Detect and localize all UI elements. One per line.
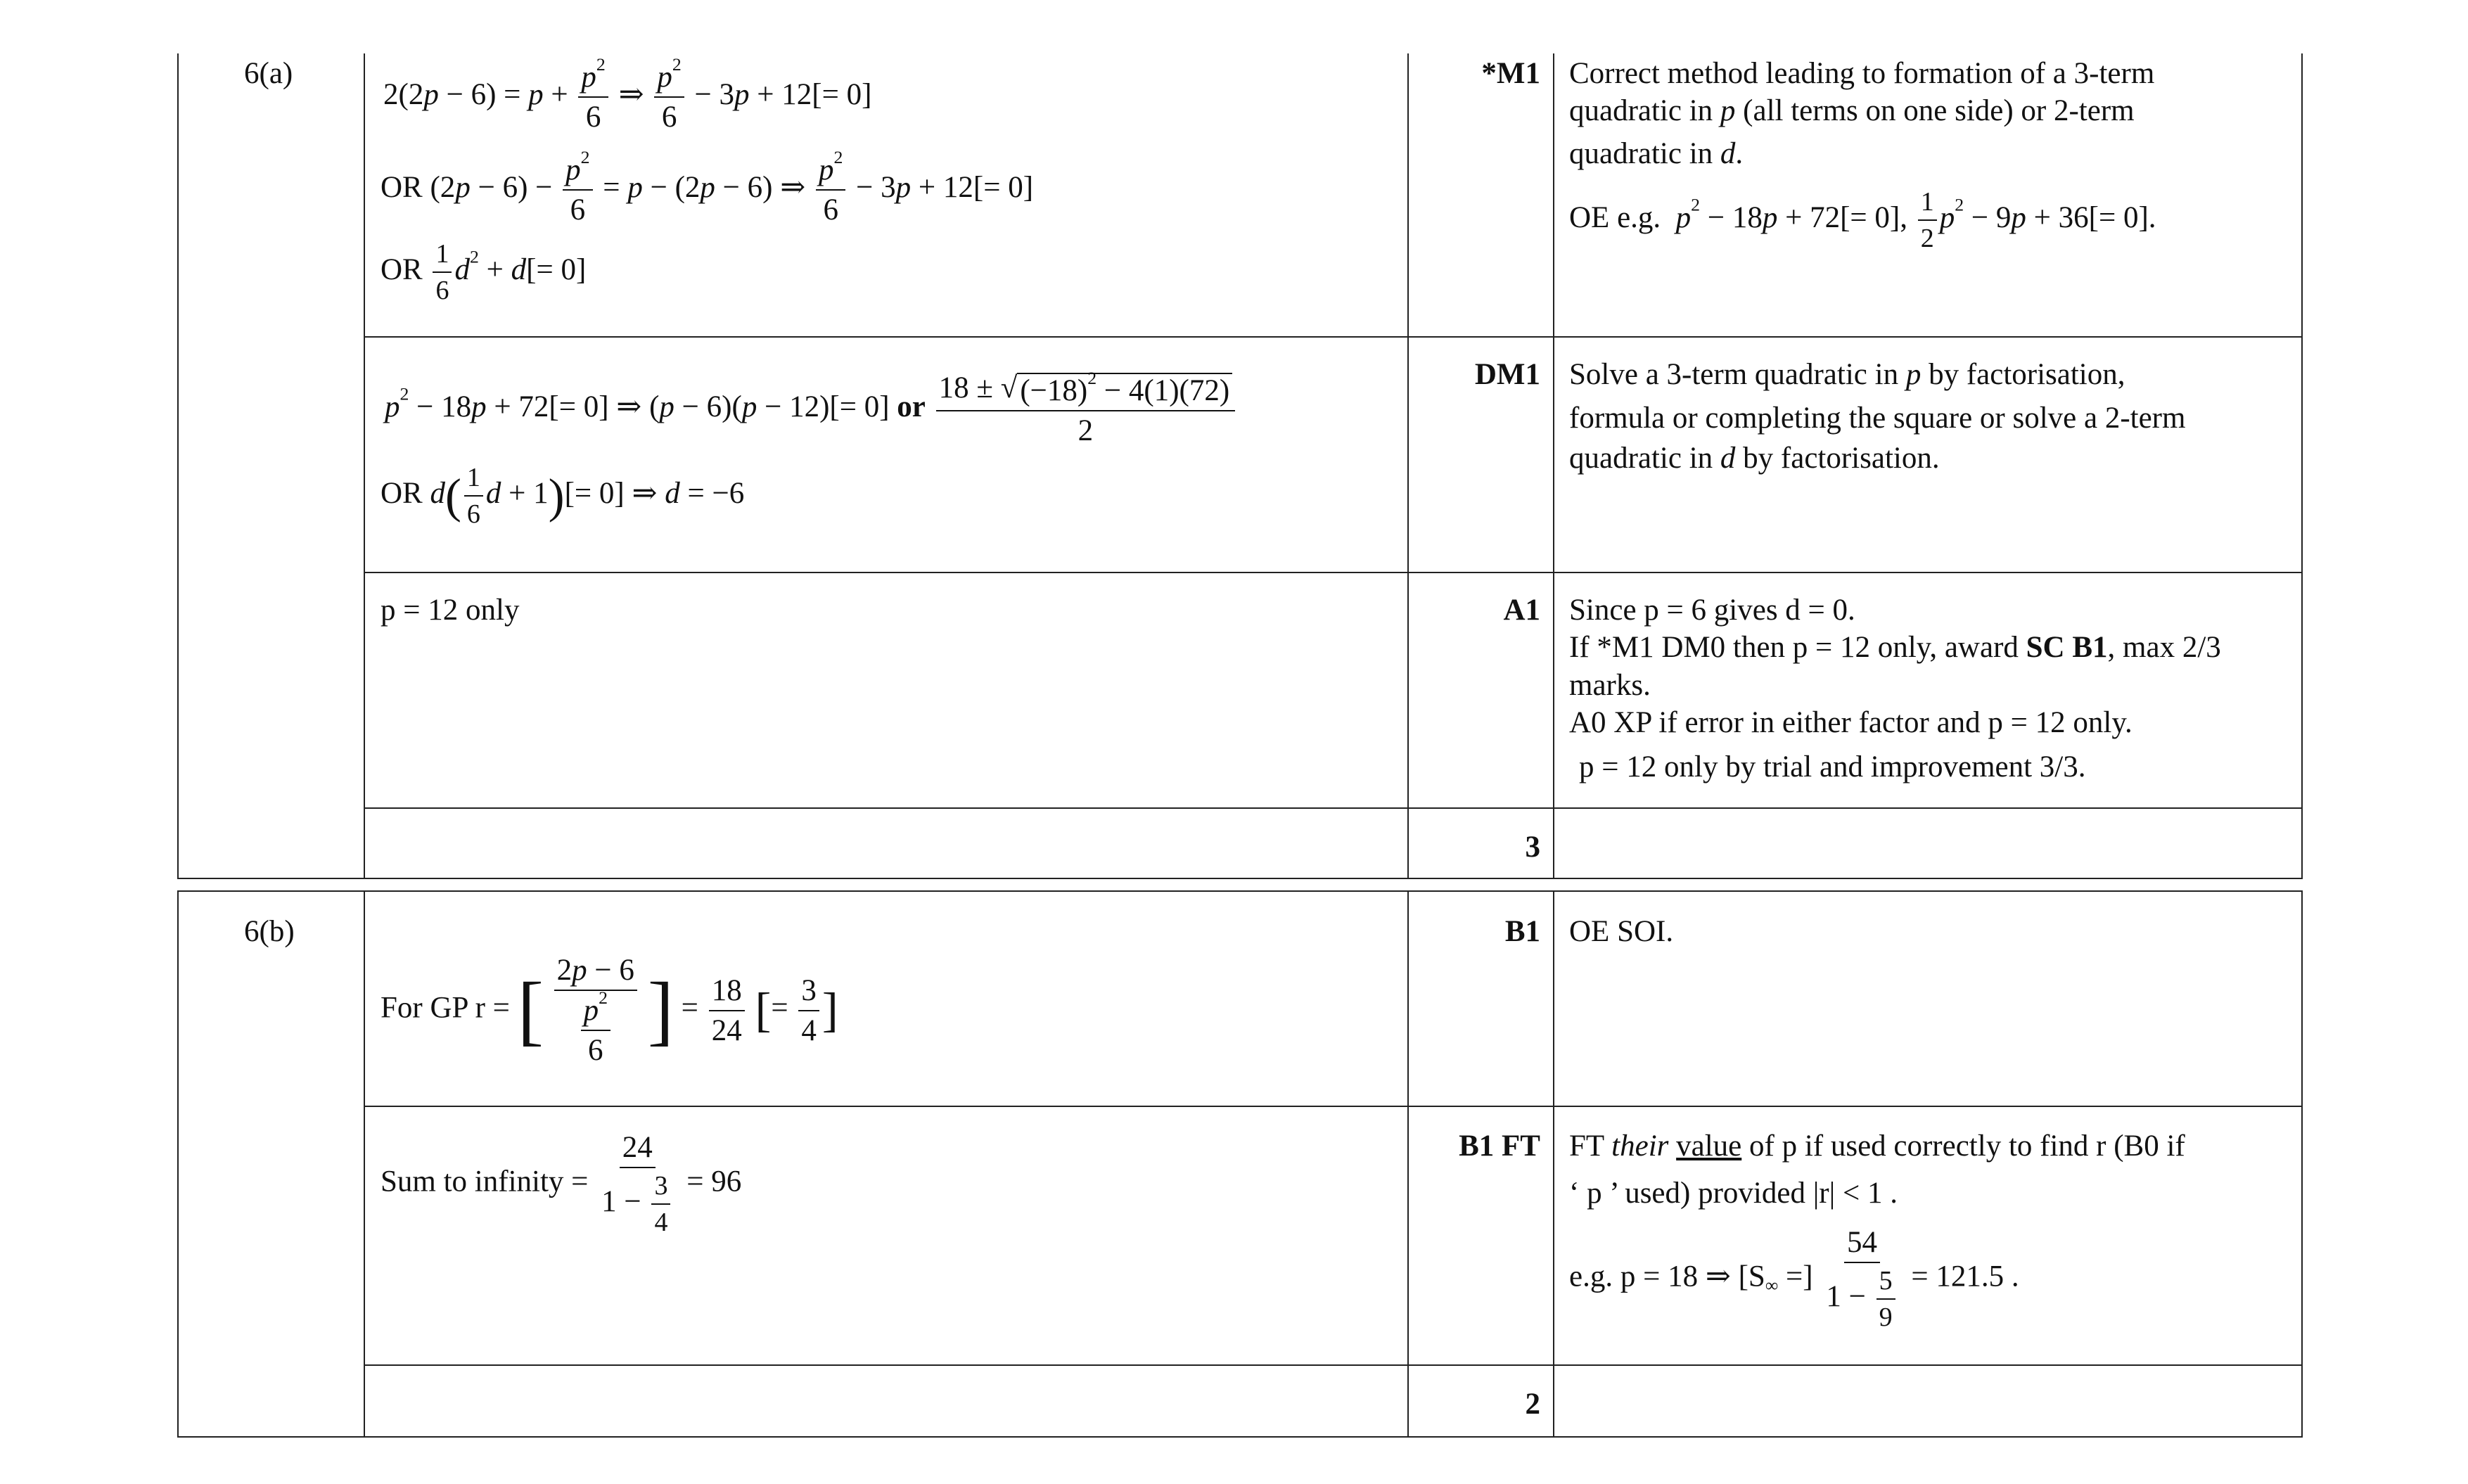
answer-6a-row2-line2: OR d( $\frac{1}{6}$ d + 1)[= 0] ⇒ d = −6: [381, 463, 745, 529]
guidance-6a-row3-l3: marks.: [1569, 669, 1651, 702]
guidance-6b-row1: OE SOI.: [1569, 915, 1674, 948]
guidance-6a-row2-l1: Solve a 3-term quadratic in p by factorisation,: [1569, 358, 2125, 391]
total-marks-6a: 3: [1525, 831, 1540, 864]
answer-6b-row1: For GP r = [ $\frac{2p - 6}{\frac{p^2}{6}}$ ] = $\frac{18}{24}$ [= $\frac{3}{4}$ ]: [381, 954, 838, 1067]
answer-6a-row3: p = 12 only: [381, 594, 520, 627]
question-label-6a: 6(a): [244, 57, 293, 90]
marks-6b-row2: B1 FT: [1459, 1130, 1540, 1163]
guidance-6a-row1-l1: Correct method leading to formation of a 3-term: [1569, 57, 2155, 90]
guidance-6a-row1-l2: quadratic in p (all terms on one side) or 2-term: [1569, 94, 2135, 127]
answer-6a-line3: OR $\frac{1}{6}$ $d^2 + d[= 0]$: [381, 239, 587, 305]
guidance-6b-row2-l2: ‘ p ’ used) provided |r| < 1 .: [1569, 1177, 1898, 1210]
guidance-6a-row3-l5: p = 12 only by trial and improvement 3/3.: [1579, 750, 2086, 783]
guidance-6b-row2-l1: FT their value of p if used correctly to find r (B0 if: [1569, 1130, 2185, 1163]
total-marks-6b: 2: [1525, 1388, 1540, 1421]
question-label-6b: 6(b): [244, 915, 295, 948]
marks-6a-row2: DM1: [1474, 358, 1540, 391]
answer-6a-line1: 2(2p − 6) = p + $\frac{p^2}{6}$ ⇒ $\frac{p^2}{6}$ − 3p + 12[= 0]: [383, 53, 872, 134]
guidance-6a-row3-l2: If *M1 DM0 then p = 12 only, award SC B1, max 2/3: [1569, 631, 2221, 664]
answer-6a-row2-line1: $p^2 - 18p + 72[= 0]$ ⇒ (p − 6)(p − 12)[= 0] or 18 ± √ $(-18)^2 - 4(1)(72)$ 2: [385, 373, 1238, 446]
answer-6b-row2: Sum to infinity = 24 1 − $\frac{3}{4}$ = 96: [381, 1131, 742, 1237]
guidance-6a-row2-l2: formula or completing the square or solve a 2-term: [1569, 402, 2186, 435]
answer-6a-line2: OR (2p − 6) − $\frac{p^2}{6}$ = p − (2p − 6) ⇒ $\frac{p^2}{6}$ − 3p + 12[= 0]: [381, 146, 1034, 226]
guidance-6a-row3-l4: A0 XP if error in either factor and p = 12 only.: [1569, 706, 2133, 739]
guidance-6a-row3-l1: Since p = 6 gives d = 0.: [1569, 594, 1855, 627]
guidance-6a-row1-l3: quadratic in d.: [1569, 137, 1744, 170]
marks-6b-row1: B1: [1504, 915, 1540, 948]
guidance-6b-row2-l3: e.g. p = 18 ⇒ [$S_\infty$ =] 54 1 − $\frac{5}{9}$ = 121.5 .: [1569, 1226, 2019, 1332]
guidance-6a-row2-l3: quadratic in d by factorisation.: [1569, 442, 1940, 475]
guidance-6a-row1-oe: OE e.g. $p^2 - 18p + 72[= 0]$, $\frac{1}{2}$ $p^2 - 9p + 36[= 0]$.: [1569, 187, 2156, 253]
marks-6a-row1: *M1: [1481, 57, 1540, 90]
marks-6a-row3: A1: [1503, 594, 1540, 627]
